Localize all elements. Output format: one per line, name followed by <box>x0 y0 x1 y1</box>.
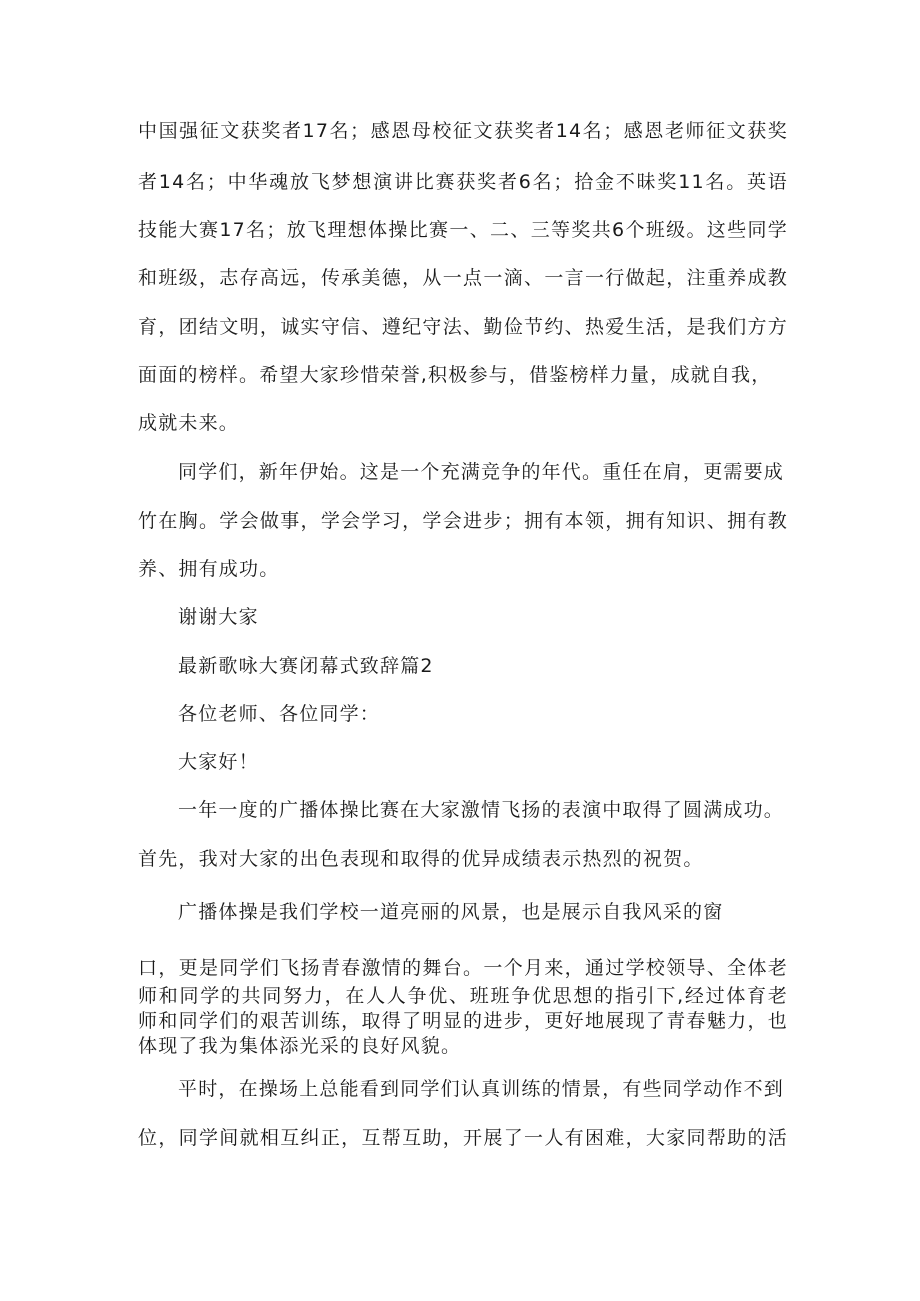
text-line: 首先，我对大家的出色表现和取得的优异成绩表示热烈的祝贺。 <box>138 848 704 870</box>
text-line: 技能大赛17名；放飞理想体操比赛一、二、三等奖共6个班级。这些同学 <box>138 219 788 241</box>
salutation: 各位老师、各位同学： <box>178 703 381 725</box>
closing-line: 谢谢大家 <box>178 606 259 628</box>
text-line: 中国强征文获奖者17名；感恩母校征文获奖者14名；感恩老师征文获奖 <box>138 120 788 142</box>
paragraph-first-line: 同学们，新年伊始。这是一个充满竞争的年代。重任在肩，更需要成 <box>178 461 785 483</box>
text-line: 口，更是同学们飞扬青春激情的舞台。一个月来，通过学校领导、全体老 <box>138 957 788 979</box>
text-line: 者14名；中华魂放飞梦想演讲比赛获奖者6名；拾金不昧奖11名。英语 <box>138 171 788 193</box>
text-line: 育，团结文明，诚实守信、遵纪守法、勤俭节约、热爱生活，是我们方方 <box>138 316 788 338</box>
greeting: 大家好！ <box>178 751 259 773</box>
text-line: 成就未来。 <box>138 412 240 434</box>
text-line: 面面的榜样。希望大家珍惜荣誉,积极参与，借鉴榜样力量，成就自我， <box>138 364 772 386</box>
text-line: 竹在胸。学会做事，学会学习，学会进步；拥有本领，拥有知识、拥有教 <box>138 510 788 532</box>
section-heading: 最新歌咏大赛闭幕式致辞篇2 <box>178 655 434 677</box>
text-line: 体现了我为集体添光采的良好风貌。 <box>138 1035 462 1057</box>
paragraph-first-line: 一年一度的广播体操比赛在大家激情飞扬的表演中取得了圆满成功。 <box>178 799 785 821</box>
text-line: 师和同学的共同努力，在人人争优、班班争优思想的指引下,经过体育老 <box>138 985 788 1007</box>
text-line: 位，同学间就相互纠正，互帮互助，开展了一人有困难，大家同帮助的活 <box>138 1127 788 1149</box>
text-line: 师和同学们的艰苦训练，取得了明显的进步，更好地展现了青春魅力，也 <box>138 1010 788 1032</box>
paragraph-first-line: 平时，在操场上总能看到同学们认真训练的情景，有些同学动作不到 <box>178 1078 785 1100</box>
text-line: 养、拥有成功。 <box>138 558 280 580</box>
text-line: 和班级，志存高远，传承美德，从一点一滴、一言一行做起，注重养成教 <box>138 267 788 289</box>
paragraph-first-line: 广播体操是我们学校一道亮丽的风景，也是展示自我风采的窗 <box>178 901 724 923</box>
